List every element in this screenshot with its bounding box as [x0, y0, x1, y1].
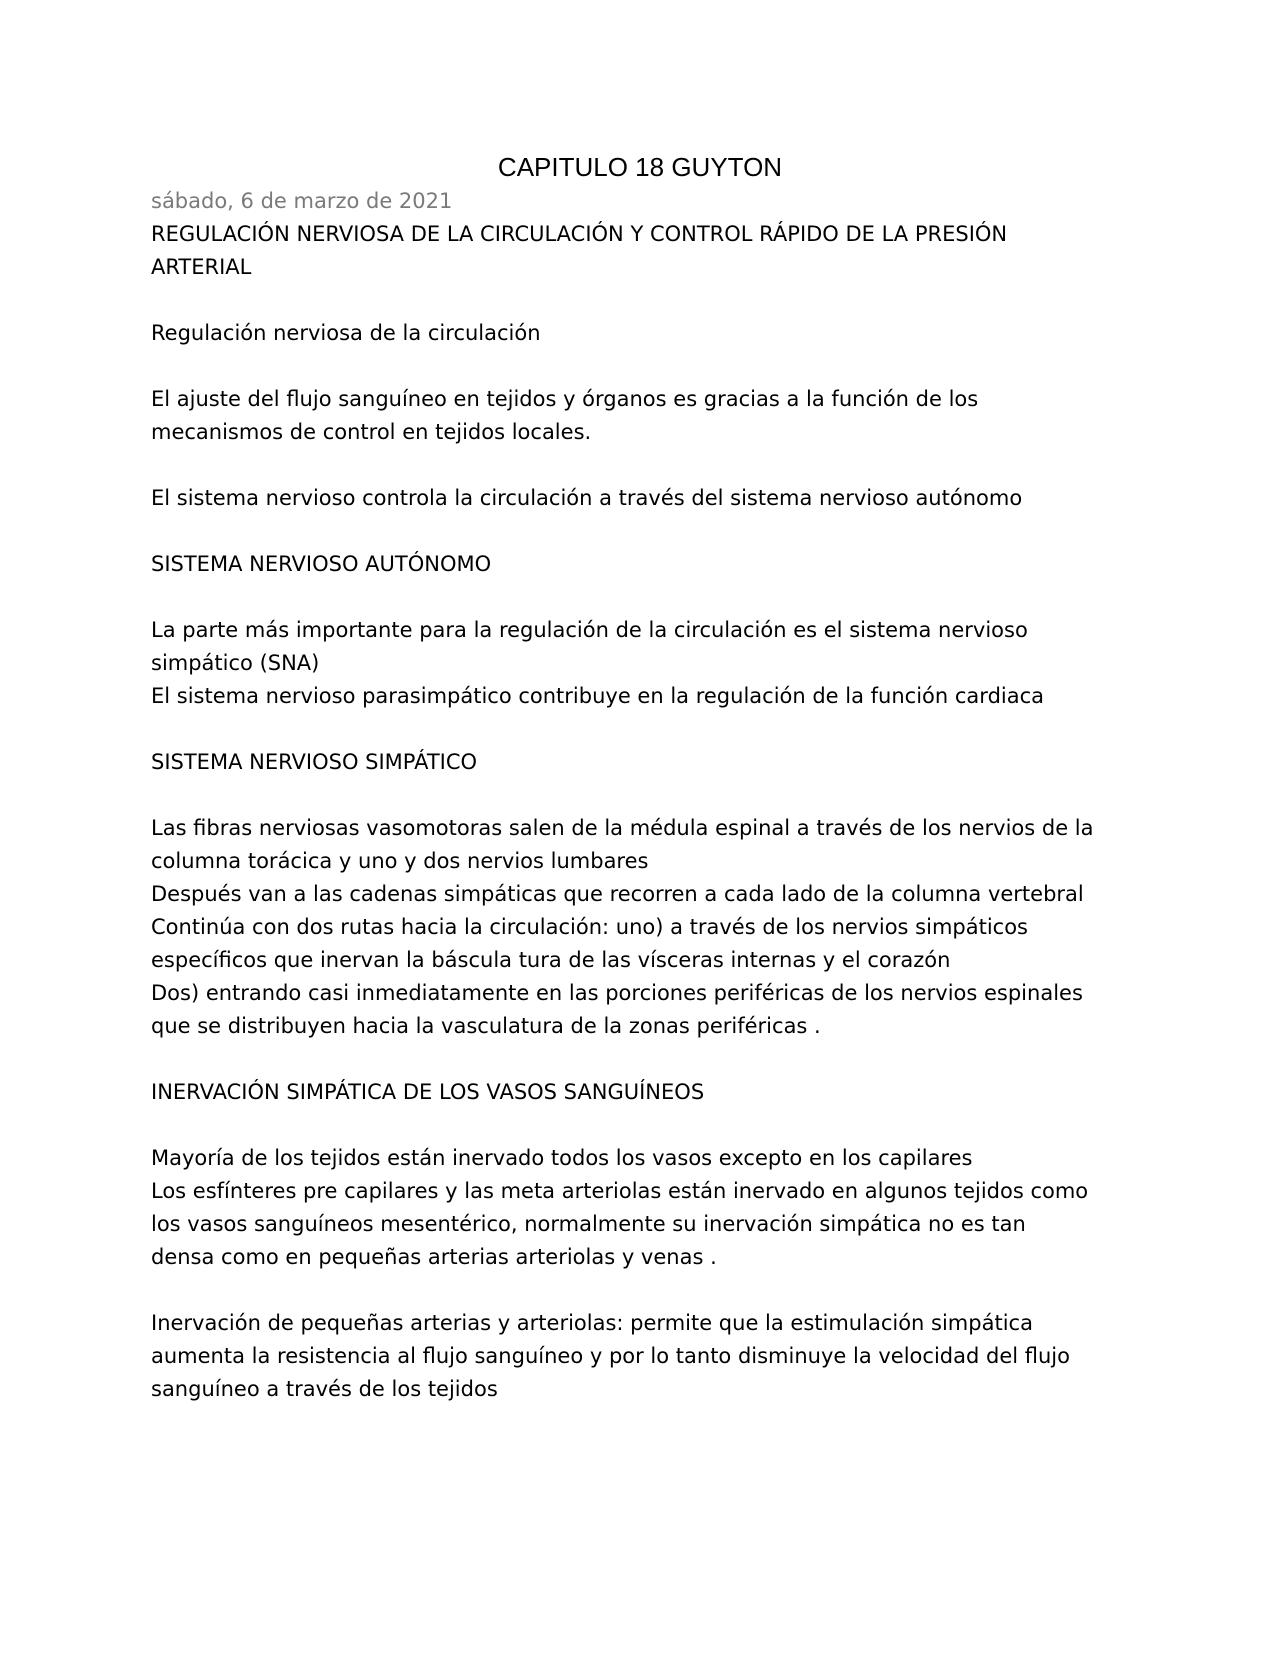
paragraph	[151, 746, 1141, 779]
paragraph-line: que se distribuyen hacia la vasculatura de la zonas periféricas .	[151, 1014, 821, 1038]
paragraph-line: densa como en pequeñas arterias arteriolas y venas .	[151, 1245, 717, 1269]
paragraph-line: Mayoría de los tejidos están inervado todos los vasos excepto en los capilares	[151, 1146, 973, 1170]
document-body	[151, 218, 1141, 1439]
paragraph	[151, 812, 1141, 1043]
paragraph-line: mecanismos de control en tejidos locales.	[151, 420, 592, 444]
paragraph-line: El ajuste del flujo sanguíneo en tejidos y órganos es gracias a la función de los	[151, 387, 979, 411]
paragraph-line: REGULACIÓN NERVIOSA DE LA CIRCULACIÓN Y CONTROL RÁPIDO DE LA PRESIÓN	[151, 222, 1008, 246]
paragraph-line: SISTEMA NERVIOSO AUTÓNOMO	[151, 552, 492, 576]
paragraph	[151, 614, 1141, 713]
paragraph-line: Después van a las cadenas simpáticas que recorren a cada lado de la columna vertebral	[151, 882, 1084, 906]
paragraph	[151, 482, 1141, 515]
paragraph-line: columna torácica y uno y dos nervios lumbares	[151, 849, 649, 873]
paragraph-line: INERVACIÓN SIMPÁTICA DE LOS VASOS SANGUÍNEOS	[151, 1080, 705, 1104]
paragraph-line: El sistema nervioso parasimpático contribuye en la regulación de la función cardiaca	[151, 684, 1045, 708]
paragraph-line: La parte más importante para la regulación de la circulación es el sistema nervioso	[151, 618, 1028, 642]
paragraph-line: Inervación de pequeñas arterias y arteriolas: permite que la estimulación simpática	[151, 1311, 1033, 1335]
document-title: CAPITULO 18 GUYTON	[497, 152, 783, 182]
paragraph-line: El sistema nervioso controla la circulación a través del sistema nervioso autónomo	[151, 486, 1023, 510]
paragraph-line: sanguíneo a través de los tejidos	[151, 1377, 498, 1401]
paragraph-line: los vasos sanguíneos mesentérico, normalmente su inervación simpática no es tan	[151, 1212, 1026, 1236]
paragraph-line: SISTEMA NERVIOSO SIMPÁTICO	[151, 750, 478, 774]
document-date: sábado, 6 de marzo de 2021	[151, 189, 453, 213]
paragraph	[151, 1076, 1141, 1109]
paragraph	[151, 383, 1141, 449]
paragraph	[151, 1307, 1141, 1406]
paragraph-line: Regulación nerviosa de la circulación	[151, 321, 541, 345]
paragraph	[151, 548, 1141, 581]
paragraph-line: simpático (SNA)	[151, 651, 320, 675]
paragraph-line: aumenta la resistencia al flujo sanguíneo y por lo tanto disminuye la velocidad del flujo	[151, 1344, 1070, 1368]
paragraph-line: Los esfínteres pre capilares y las meta arteriolas están inervado en algunos tejidos como	[151, 1179, 1089, 1203]
paragraph-line: Las fibras nerviosas vasomotoras salen de la médula espinal a través de los nervios de la	[151, 816, 1094, 840]
paragraph	[151, 317, 1141, 350]
paragraph	[151, 1142, 1141, 1274]
paragraph-line: Dos) entrando casi inmediatamente en las porciones periféricas de los nervios espinales	[151, 981, 1083, 1005]
paragraph-line: ARTERIAL	[151, 255, 252, 279]
paragraph	[151, 218, 1141, 284]
paragraph-line: específicos que inervan la báscula tura de las vísceras internas y el corazón	[151, 948, 951, 972]
paragraph-line: Continúa con dos rutas hacia la circulación: uno) a través de los nervios simpáticos	[151, 915, 1028, 939]
